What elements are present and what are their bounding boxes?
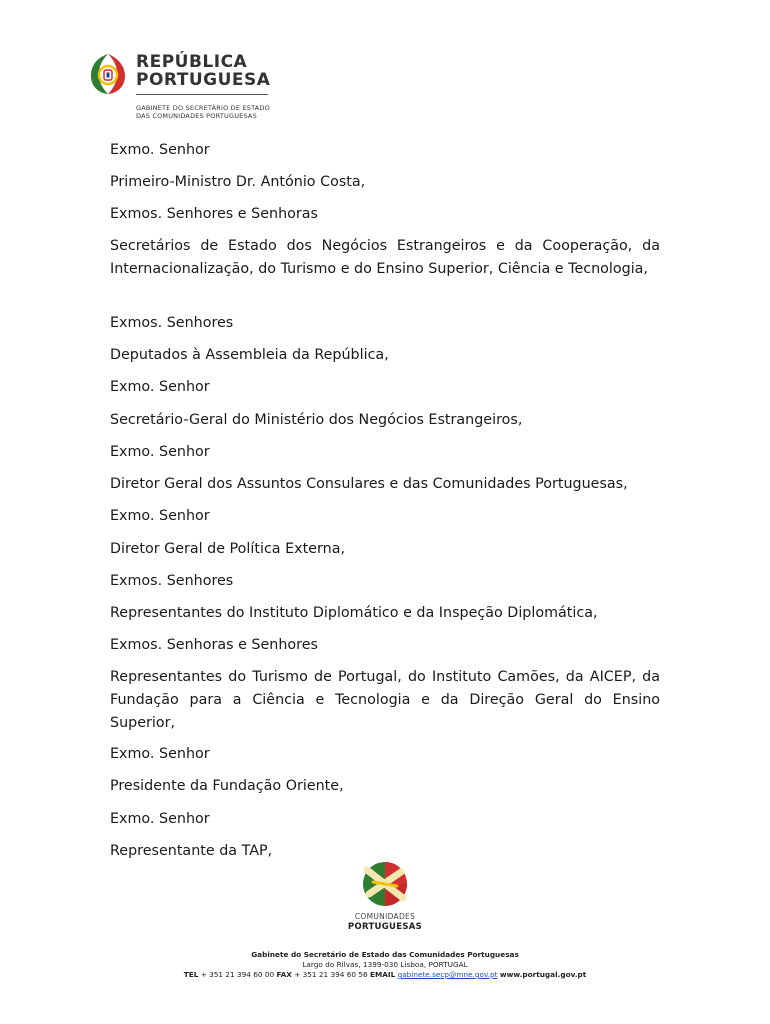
salutation: Exmo. Senhor bbox=[110, 811, 210, 827]
addressee: Diretor Geral de Política Externa, bbox=[110, 541, 345, 557]
department-line-2: DAS COMUNIDADES PORTUGUESAS bbox=[136, 112, 257, 120]
department-line-1: GABINETE DO SECRETÁRIO DE ESTADO bbox=[136, 104, 270, 112]
addressee: Primeiro-Ministro Dr. António Costa, bbox=[110, 174, 366, 190]
logo-text-portuguesas: PORTUGUESAS bbox=[347, 922, 423, 932]
letterhead bbox=[88, 50, 348, 130]
addressee: Presidente da Fundação Oriente, bbox=[110, 778, 344, 794]
salutation: Exmo. Senhor bbox=[110, 444, 210, 460]
addressee: Representantes do Instituto Diplomático e da Inspeção Diplomática, bbox=[110, 605, 598, 621]
addressee: Secretário-Geral do Ministério dos Negócios Estrangeiros, bbox=[110, 412, 523, 428]
salutation: Exmo. Senhor bbox=[110, 142, 210, 158]
addressee: Representante da TAP, bbox=[110, 843, 273, 859]
salutation: Exmo. Senhor bbox=[110, 508, 210, 524]
salutation: Exmo. Senhor bbox=[110, 746, 210, 762]
brand-republica: REPÚBLICA bbox=[136, 52, 248, 72]
website-link[interactable]: www.portugal.gov.pt bbox=[499, 970, 587, 979]
salutation: Exmos. Senhores e Senhoras bbox=[110, 206, 318, 222]
email-link[interactable]: gabinete.secp@mne.gov.pt bbox=[397, 970, 498, 979]
salutation: Exmos. Senhores bbox=[110, 573, 234, 589]
brand-portuguesa: PORTUGUESA bbox=[136, 70, 271, 90]
salutation: Exmos. Senhoras e Senhores bbox=[110, 637, 318, 653]
fax-label: FAX bbox=[276, 970, 292, 979]
footer-address: Largo do Rilvas, 1399-030 Lisboa, PORTUGAL bbox=[302, 960, 468, 969]
brand-divider bbox=[136, 94, 268, 95]
addressee: Representantes do Turismo de Portugal, do Instituto Camões, da AICEP, da Fundação para a Ciência e Tecnologia e da Direção Geral do Ensino Superior, bbox=[110, 669, 660, 731]
tel-label: TEL bbox=[183, 970, 199, 979]
portuguese-flag-emblem-icon bbox=[88, 52, 128, 96]
tel-number: + 351 21 394 60 00 bbox=[200, 970, 275, 979]
fax-number: + 351 21 394 60 56 bbox=[294, 970, 368, 979]
salutation: Exmos. Senhores bbox=[110, 315, 234, 331]
comunidades-portuguesas-logo bbox=[340, 860, 430, 944]
footer-contacts bbox=[100, 970, 670, 979]
logo-text-comunidades: COMUNIDADES bbox=[354, 912, 416, 921]
addressee: Secretários de Estado dos Negócios Estrangeiros e da Cooperação, da Internacionalização, do Turismo e do Ensino Superior, Ciência e Tecnologia, bbox=[110, 238, 660, 277]
salutation: Exmo. Senhor bbox=[110, 379, 210, 395]
addressee: Diretor Geral dos Assuntos Consulares e das Comunidades Portuguesas, bbox=[110, 476, 628, 492]
email-label: EMAIL bbox=[369, 970, 396, 979]
footer-office-name: Gabinete do Secretário de Estado das Comunidades Portuguesas bbox=[251, 950, 519, 959]
addressee: Deputados à Assembleia da República, bbox=[110, 347, 389, 363]
comunidades-emblem-icon bbox=[361, 860, 409, 908]
